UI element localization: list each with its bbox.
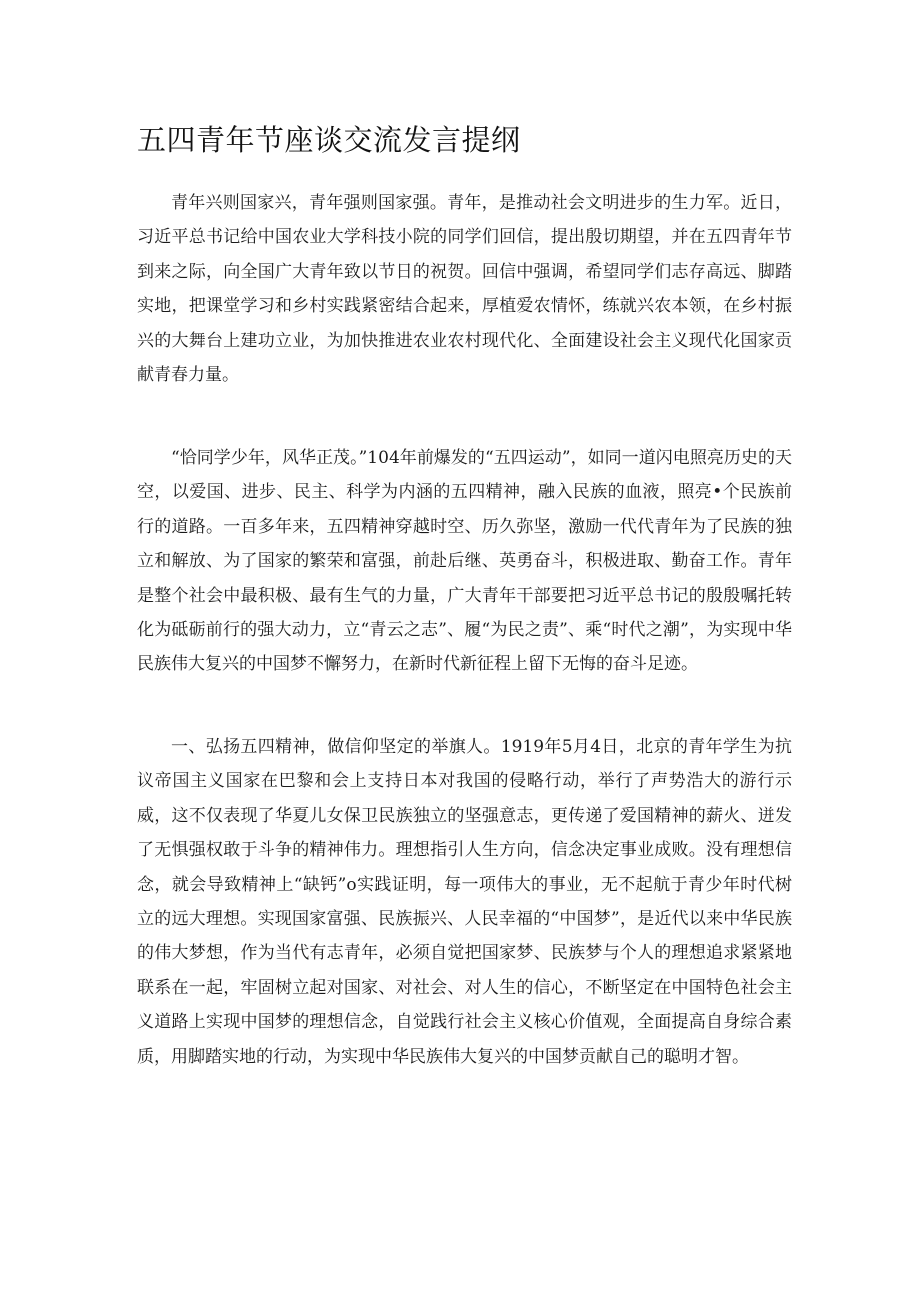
document-title: 五四青年节座谈交流发言提纲 xyxy=(137,123,521,157)
paragraph-intro: 青年兴则国家兴，青年强则国家强。青年，是推动社会文明进步的生力军。近日，习近平总书记给中国农业大学科技小院的同学们回信，提出殷切期望，并在五四青年节到来之际，向全国广大青年致以节日的祝贺。回信中强调，希望同学们志存高远、脚踏实地，把课堂学习和乡村实践紧密结合起来，厚植爱农情怀，练就兴农本领，在乡村振兴的大舞台上建功立业，为加快推进农业农村现代化、全面建设社会主义现代化国家贡献青春力量。 xyxy=(137,193,792,386)
paragraph-may-fourth-spirit: “恰同学少年，风华正茂。”104年前爆发的“五四运动”，如同一道闪电照亮历史的天空，以爱国、进步、民主、科学为内涵的五四精神，融入民族的血液，照亮•个民族前行的道路。一百多年来，五四精神穿越时空、历久弥坚，激励一代代青年为了民族的独立和解放、为了国家的繁荣和富强，前赴后继、英勇奋斗，积极进取、勤奋工作。青年是整个社会中最积极、最有生气的力量，广大青年干部要把习近平总书记的殷殷嘱托转化为砥砺前行的强大动力，立“青云之志”、履“为民之责”、乘“时代之潮”，为实现中华民族伟大复兴的中国梦不懈努力，在新时代新征程上留下无悔的奋斗足迹。 xyxy=(137,448,792,675)
paragraph-section-one: 一、弘扬五四精神，做信仰坚定的举旗人。1919年5月4日，北京的青年学生为抗议帝国主义国家在巴黎和会上支持日本对我国的侵略行动，举行了声势浩大的游行示威，这不仅表现了华夏儿女保卫民族独立的坚强意志，更传递了爱国精神的薪火、迸发了无惧强权敢于斗争的精神伟力。理想指引人生方向，信念决定事业成败。没有理想信念，就会导致精神上“缺钙”o实践证明，每一项伟大的事业，无不起航于青少年时代树立的远大理想。实现国家富强、民族振兴、人民幸福的“中国梦”，是近代以来中华民族的伟大梦想，作为当代有志青年，必须自觉把国家梦、民族梦与个人的理想追求紧紧地联系在一起，牢固树立起对国家、对社会、对人生的信心，不断坚定在中国特色社会主义道路上实现中国梦的理想信念，自觉践行社会主义核心价值观，全面提高自身综合素质，用脚踏实地的行动，为实现中华民族伟大复兴的中国梦贡献自己的聪明才智。 xyxy=(137,737,792,1067)
